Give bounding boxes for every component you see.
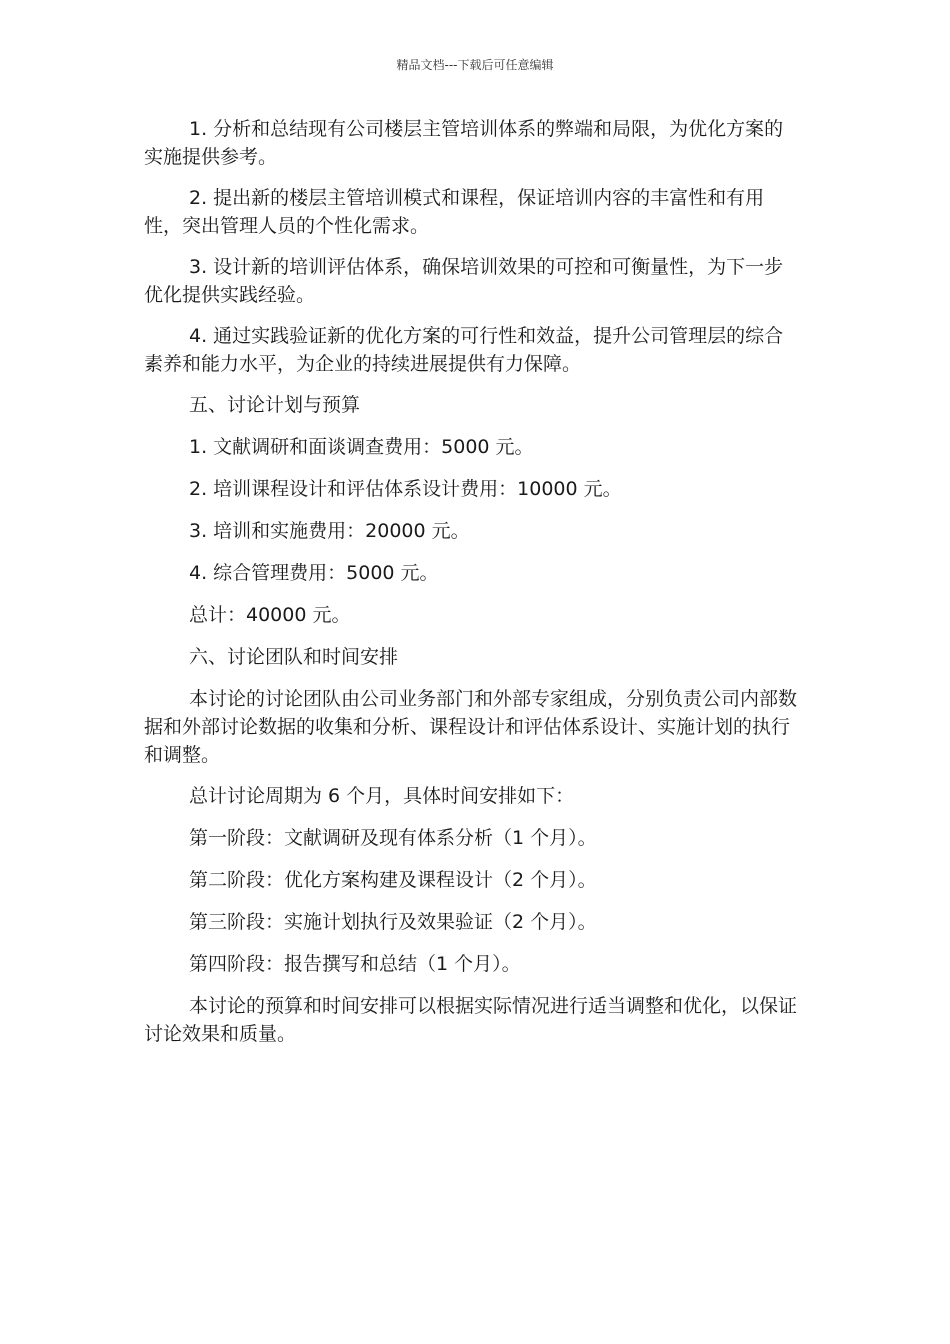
page-header: 精品文档---下载后可任意编辑 [396,58,554,72]
schedule-phase-2: 第二阶段：优化方案构建及课程设计（2 个月）。 [189,869,597,891]
schedule-phase-4: 第四阶段：报告撰写和总结（1 个月）。 [189,953,521,975]
budget-item-1: 1. 文献调研和面谈调查费用：5000 元。 [189,436,534,458]
objective-item-2: 2. 提出新的楼层主管培训模式和课程，保证培训内容的丰富性和有用性，突出管理人员的个性化需求。 [144,187,765,237]
budget-item-3: 3. 培训和实施费用：20000 元。 [189,520,470,542]
budget-item-4: 4. 综合管理费用：5000 元。 [189,562,439,584]
section-heading-team: 六、讨论团队和时间安排 [189,646,399,668]
team-description: 本讨论的讨论团队由公司业务部门和外部专家组成，分别负责公司内部数据和外部讨论数据的收集和分析、课程设计和评估体系设计、实施计划的执行和调整。 [144,688,798,766]
section-heading-budget: 五、讨论计划与预算 [189,394,361,416]
closing-note: 本讨论的预算和时间安排可以根据实际情况进行适当调整和优化，以保证讨论效果和质量。 [144,995,798,1045]
schedule-intro: 总计讨论周期为 6 个月，具体时间安排如下： [189,785,575,807]
document-body [144,115,800,1061]
schedule-phase-1: 第一阶段：文献调研及现有体系分析（1 个月）。 [189,827,597,849]
schedule-phase-3: 第三阶段：实施计划执行及效果验证（2 个月）。 [189,911,597,933]
objective-item-4: 4. 通过实践验证新的优化方案的可行性和效益，提升公司管理层的综合素养和能力水平，为企业的持续进展提供有力保障。 [144,325,784,375]
budget-total: 总计：40000 元。 [189,604,351,626]
objective-item-1: 1. 分析和总结现有公司楼层主管培训体系的弊端和局限，为优化方案的实施提供参考。 [144,118,784,168]
objective-item-3: 3. 设计新的培训评估体系，确保培训效果的可控和可衡量性，为下一步优化提供实践经验。 [144,256,784,306]
budget-item-2: 2. 培训课程设计和评估体系设计费用：10000 元。 [189,478,622,500]
